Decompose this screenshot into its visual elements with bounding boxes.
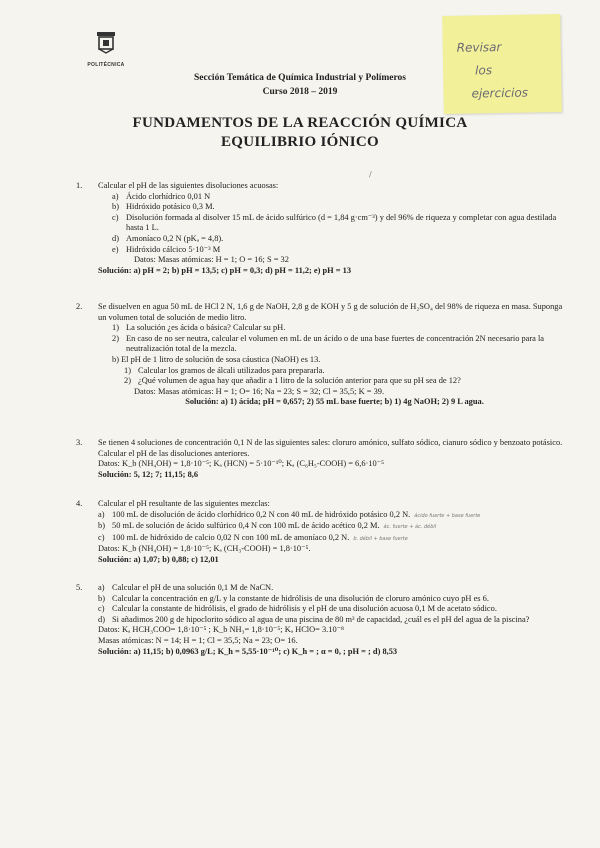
list-item: a) 100 mL de disolución de ácido clorhídrico 0,2 N con 40 mL de hidróxido potásico 0,2 N. ácido fuerte + base fuerte [98,509,481,519]
data-line: Masas atómicas: N = 14; H = 1; Cl = 35,5; Na = 23; O= 16. [98,635,298,645]
list-item: 1) Calcular los gramos de álcali utilizados para prepararla. [124,365,325,375]
list-item: 1) La solución ¿es ácida o básica? Calcular su pH. [112,323,286,333]
sticky-note [442,14,562,114]
question-stem: Calcular el pH resultante de las siguientes mezclas: [98,499,270,508]
list-item: b) Hidróxido potásico 0,3 M. [112,202,215,212]
question-number: 1. [76,181,83,190]
question-stem: Calcular el pH de las siguientes disoluciones acuosas: [98,181,279,190]
question-stem: Se tienen 4 soluciones de concentración 0,1 N de las siguientes sales: cloruro amónico, sulfato sódico, cianuro sódico y benzoato potásico. Calcular el pH de las disoluciones anteriores. [98,438,563,458]
data-line: Datos: Kₐ HCH₃COO= 1,8·10⁻⁵ ; K_b NH₃= 1,8·10⁻⁵; Kₐ HClO= 3.10⁻⁸ [98,625,344,635]
course-year: Curso 2018 – 2019 [262,87,338,97]
question-number: 3. [76,438,83,447]
question-2 [76,302,571,408]
question-stem: Se disuelven en agua 50 mL de HCl 2 N, 1,6 g de NaOH, 2,8 g de KOH y 5 g de solución de H₂SO₄ del 98% de riqueza en masa. Suponga un volumen total de solución de medio litro. [98,302,563,322]
list-item: d) Si añadimos 200 g de hipoclorito sódico al agua de una piscina de 80 m³ de capacidad, ¿cuál es el pH del agua de la piscina? [98,614,530,624]
solution-line: Solución: 5, 12; 7; 11,15; 8,6 [98,469,199,479]
list-item: c) 100 mL de hidróxido de calcio 0,02 N con 100 mL de amoníaco 0,2 N. b. débil + base fuerte [98,532,408,542]
sticky-line-2: los [474,63,493,78]
data-line: Datos: K_b (NH₄OH) = 1,8·10⁻⁵; Kₐ (HCN) = 5·10⁻¹⁰; Kₐ (C₆H₅-COOH) = 6,6·10⁻⁵ [98,459,385,469]
data-line: Datos: Masas atómicas: H = 1; O = 16; S = 32 [134,255,289,265]
question-1 [76,181,571,276]
question-number: 5. [76,583,83,592]
section-title: Sección Temática de Química Industrial y Polímeros [194,73,406,83]
crest-icon [95,30,117,54]
main-subtitle: EQUILIBRIO IÓNICO [220,134,380,150]
main-title: FUNDAMENTOS DE LA REACCIÓN QUÍMICA [132,115,468,131]
list-item: b) Calcular la concentración en g/L y la constante de hidrólisis de una disolución de cloruro amónico cuyo pH es 6. [98,593,489,603]
sticky-line-3: ejercicios [471,85,529,101]
list-item: 2) ¿Qué volumen de agua hay que añadir a 1 litro de la solución anterior para que su pH sea de 12? [124,376,461,386]
logo-text: POLITÉCNICA [87,62,125,68]
question-number: 2. [76,302,83,311]
question-number: 4. [76,499,83,508]
list-item: c) Disolución formada al disolver 15 mL de ácido sulfúrico (d = 1,84 g·cm⁻³) y del 96% de riqueza y completar con agua destilada hasta 1 L. [112,212,557,233]
list-item: e) Hidróxido cálcico 5·10⁻³ M [112,244,221,254]
list-item: a) Ácido clorhídrico 0,01 N [112,191,211,201]
subquestion-stem: b) El pH de 1 litro de solución de sosa cáustica (NaOH) es 13. [112,354,321,364]
question-4 [76,499,571,566]
question-5 [76,583,571,657]
data-line: Datos: K_b (NH₄OH) = 1,8·10⁻⁵; Kₐ (CH₃-COOH) = 1,8·10⁻⁵. [98,544,311,554]
handwritten-note: b. débil + base fuerte [353,535,408,542]
list-item: d) Amoníaco 0,2 N (pKₐ = 4,8). [112,233,224,243]
list-item: c) Calcular la constante de hidrólisis, el grado de hidrólisis y el pH de una disolución acuosa 0,1 M de acetato sódico. [98,604,497,614]
list-item: a) Calcular el pH de una solución 0,1 M de NaCN. [98,583,274,592]
margin-mark: / [369,170,372,179]
solution-line: Solución: a) 1,07; b) 0,88; c) 12,01 [98,554,219,564]
data-line: Datos: Masas atómicas: H = 1; O= 16; Na = 23; S = 32; Cl = 35,5; K = 39. [134,386,385,396]
solution-line: Solución: a) 1) ácida; pH = 0,657; 2) 55 mL base fuerte; b) 1) 4g NaOH; 2) 9 L agua. [185,397,484,407]
sticky-line-1: Revisar [456,40,502,55]
handwritten-note: ácido fuerte + base fuerte [414,512,481,519]
list-item: 2) En caso de no ser neutra, calcular el volumen en mL de un ácido o de una base fuertes de concentración 2N necesario para la neutralización total de la mezcla. [112,333,545,354]
question-3 [76,438,571,480]
solution-line: Solución: a) 11,15; b) 0,0963 g/L; K_h = 5,55·10⁻¹⁰; c) K_h = ; α = 0, ; pH = ; d) 8,53 [98,646,398,656]
list-item: b) 50 mL de solución de ácido sulfúrico 0,4 N con 100 mL de ácido acético 0,2 M. ác. fuerte + ác. débil [98,521,437,531]
solution-line: Solución: a) pH = 2; b) pH = 13,5; c) pH = 0,3; d) pH = 11,2; e) pH = 13 [98,265,352,275]
handwritten-note: ác. fuerte + ác. débil [383,524,437,531]
university-logo [86,30,126,68]
